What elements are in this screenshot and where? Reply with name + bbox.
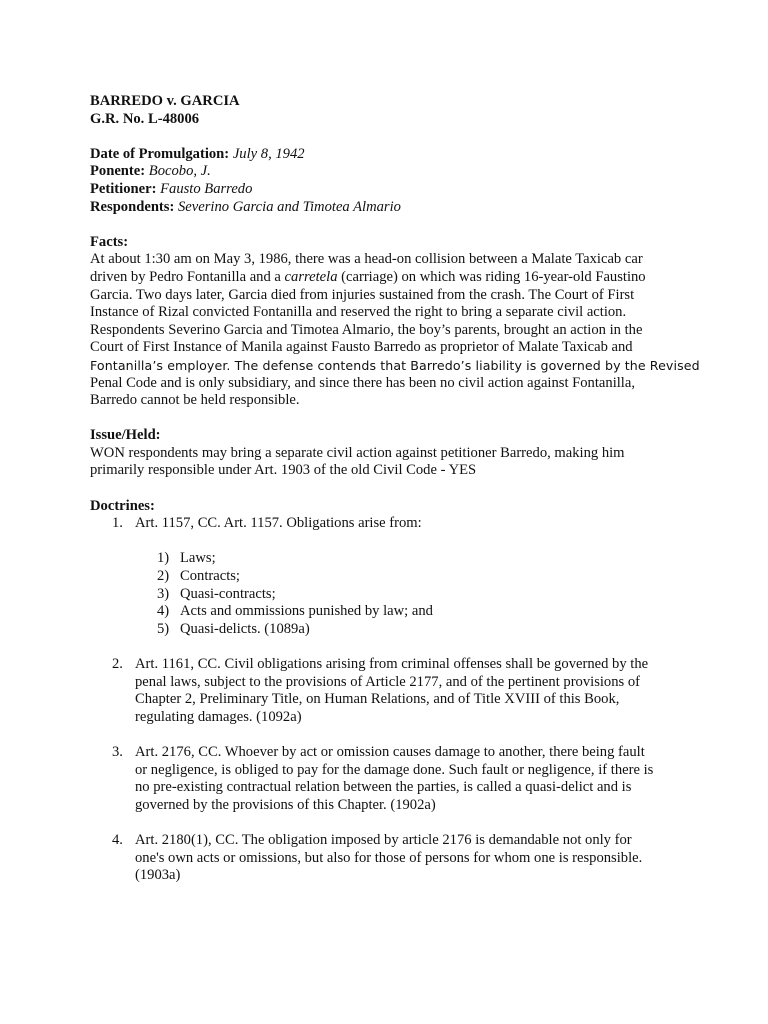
gr-number: G.R. No. L-48006 (90, 110, 200, 127)
doctrines-list (90, 515, 690, 533)
petitioner-line (90, 181, 690, 199)
spacer (90, 814, 690, 832)
facts-paragraph (90, 251, 700, 409)
issue-heading: Issue/Held: (90, 427, 161, 444)
spacer (90, 726, 690, 744)
obligation-source-item (90, 586, 690, 604)
petitioner-value: Fausto Barredo (160, 180, 253, 197)
facts-line: Penal Code and is only subsidiary, and since there has been no civil action against Fontanilla, (90, 374, 635, 391)
ponente-label: Ponente: (90, 163, 146, 180)
facts-line: Respondents Severino Garcia and Timotea Almario, the boy’s parents, brought an action in the (90, 321, 643, 338)
facts-line: Fontanilla’s employer. The defense contends that Barredo’s liability is governed by the Revised (90, 357, 700, 373)
respondents-label: Respondents: (90, 198, 175, 215)
facts-italic-term: carretela (284, 268, 338, 285)
doctrine-line: no pre-existing contractual relation between the parties, is called a quasi-delict and is (135, 779, 632, 796)
sub-text: Quasi-contracts; (180, 585, 276, 602)
doctrine-line: Art. 1161, CC. Civil obligations arising from criminal offenses shall be governed by the (135, 656, 649, 672)
doctrine-line: Chapter 2, Preliminary Title, on Human Relations, and of Title XVIII of this Book, (135, 691, 620, 708)
facts-line: Barredo cannot be held responsible. (90, 392, 300, 409)
case-title: BARREDO v. GARCIA (90, 93, 240, 109)
sub-number: 5) (157, 620, 170, 637)
obligation-source-item (90, 550, 690, 568)
issue-line: WON respondents may bring a separate civil action against petitioner Barredo, making him (90, 444, 625, 461)
promulgation-line (90, 146, 690, 164)
doctrine-number: 1. (112, 515, 123, 532)
obligation-source-item (90, 568, 690, 586)
sub-number: 2) (157, 568, 170, 585)
sub-number: 4) (157, 603, 170, 620)
doctrine-text: Art. 1157, CC. Art. 1157. Obligations arise from: (135, 515, 422, 532)
facts-heading: Facts: (90, 233, 129, 250)
ponente-value: Bocobo, J. (148, 163, 211, 180)
doctrine-number: 3. (112, 743, 123, 760)
facts-line: Garcia. Two days later, Garcia died from injuries sustained from the crash. The Court of First (90, 286, 635, 303)
obligation-source-item (90, 621, 690, 639)
spacer (90, 128, 690, 146)
doctrine-line: or negligence, is obliged to pay for the damage done. Such fault or negligence, if there is (135, 761, 654, 778)
facts-line: Instance of Rizal convicted Fontanilla and reserved the right to bring a separate civil action. (90, 304, 627, 321)
spacer (90, 216, 690, 234)
doctrine-number: 2. (112, 656, 123, 672)
promulgation-value: July 8, 1942 (232, 145, 305, 162)
doctrine-item (90, 515, 690, 533)
sub-text: Acts and ommissions punished by law; and (180, 603, 433, 620)
sub-text: Quasi-delicts. (1089a) (180, 620, 310, 637)
obligation-sources-list (90, 550, 690, 638)
facts-line: Court of First Instance of Manila against Fausto Barredo as proprietor of Malate Taxicab and (90, 339, 633, 356)
spacer (90, 410, 690, 428)
facts-text: driven by Pedro Fontanilla and a (90, 268, 285, 285)
doctrine-line: (1903a) (135, 867, 181, 884)
spacer (90, 480, 690, 498)
doctrines-heading: Doctrines: (90, 497, 155, 514)
doctrines-list-cont (90, 656, 690, 726)
obligation-source-item (90, 603, 690, 621)
doctrine-line: regulating damages. (1092a) (135, 708, 302, 725)
facts-line: At about 1:30 am on May 3, 1986, there was a head-on collision between a Malate Taxicab car (90, 251, 643, 268)
sub-text: Contracts; (180, 568, 240, 585)
spacer (90, 638, 690, 656)
sub-number: 1) (157, 550, 170, 567)
respondents-line (90, 199, 690, 217)
doctrine-line: one's own acts or omissions, but also for those of persons for whom one is responsible. (135, 849, 643, 866)
facts-line (90, 269, 690, 287)
issue-line: primarily responsible under Art. 1903 of the old Civil Code - YES (90, 462, 477, 479)
petitioner-label: Petitioner: (90, 180, 157, 197)
doctrines-list-cont (90, 832, 690, 885)
doctrine-item (90, 832, 690, 885)
doctrine-line: Art. 2176, CC. Whoever by act or omission causes damage to another, there being fault (135, 743, 645, 760)
doctrine-line: Art. 2180(1), CC. The obligation imposed by article 2176 is demandable not only for (135, 831, 632, 848)
doctrine-line: governed by the provisions of this Chapter. (1902a) (135, 796, 436, 813)
sub-text: Laws; (180, 550, 216, 567)
document-page (90, 93, 700, 885)
doctrine-line: penal laws, subject to the provisions of Article 2177, and of the pertinent provisions of (135, 673, 641, 690)
doctrine-item (90, 744, 690, 814)
doctrines-list-cont (90, 744, 690, 814)
doctrine-number: 4. (112, 831, 123, 848)
promulgation-label: Date of Promulgation: (90, 145, 230, 162)
spacer (90, 533, 690, 551)
sub-number: 3) (157, 585, 170, 602)
ponente-line (90, 163, 690, 181)
doctrine-item (90, 656, 690, 726)
facts-text: (carriage) on which was riding 16-year-old Faustino (337, 268, 646, 285)
respondents-value: Severino Garcia and Timotea Almario (178, 198, 401, 215)
